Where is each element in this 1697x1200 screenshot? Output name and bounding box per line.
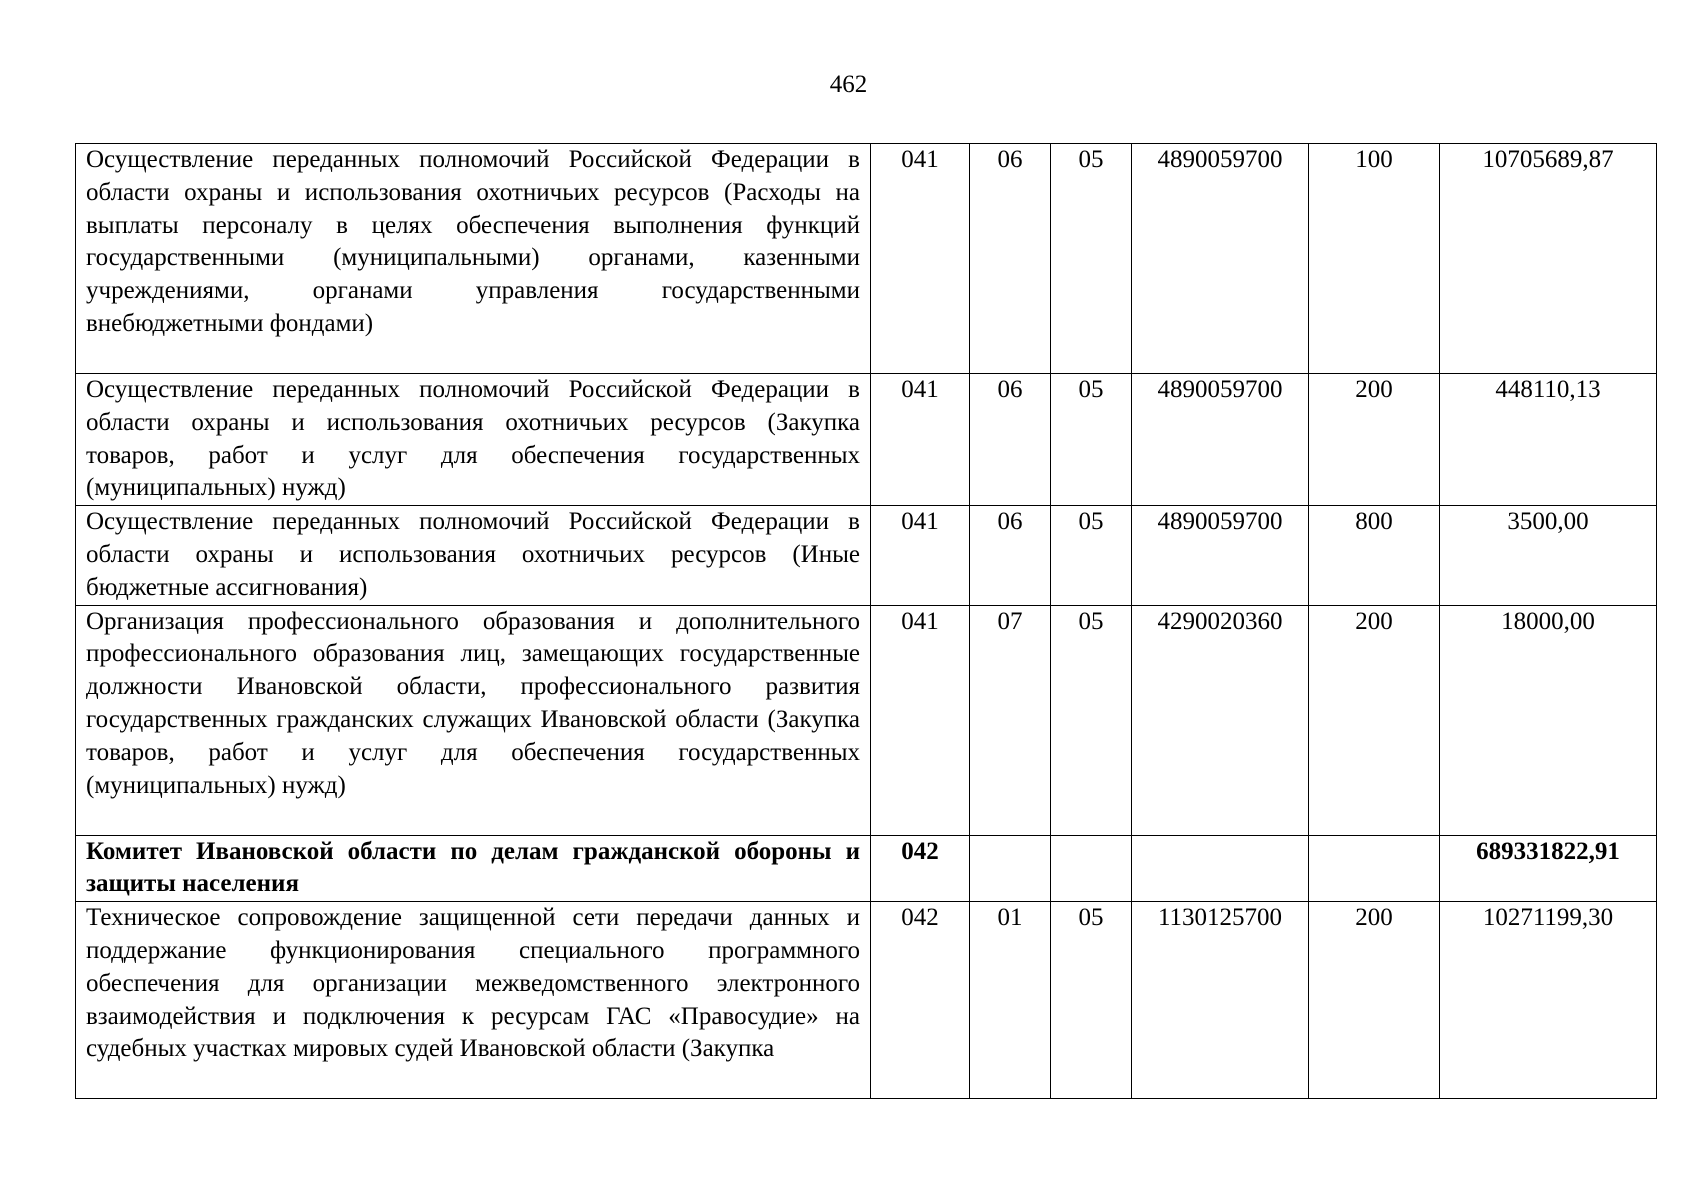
section-code [970,835,1051,902]
subsection-code [1051,835,1132,902]
expense-type-code: 200 [1309,374,1440,506]
expense-type-code: 100 [1309,144,1440,374]
ministry-code: 041 [871,144,970,374]
amount: 448110,13 [1440,374,1657,506]
expense-type-code: 200 [1309,902,1440,1099]
ministry-code: 041 [871,605,970,835]
table-row [76,144,1657,374]
subsection-code: 05 [1051,605,1132,835]
ministry-code: 041 [871,506,970,605]
expense-description: Осуществление переданных полномочий Российской Федерации в области охраны и использования охотничьих ресурсов (Расходы на выплаты персоналу в целях обеспечения выполнения функций государственными (муниципальными) органами, казенными учреждениями, органами управления государственными внебюджетными фондами) [76,144,871,374]
section-code: 07 [970,605,1051,835]
amount: 18000,00 [1440,605,1657,835]
expense-type-code: 800 [1309,506,1440,605]
section-code: 01 [970,902,1051,1099]
expense-description: Осуществление переданных полномочий Российской Федерации в области охраны и использования охотничьих ресурсов (Закупка товаров, работ и услуг для обеспечения государственных (муниципальных) нужд) [76,374,871,506]
subsection-code: 05 [1051,902,1132,1099]
amount: 10271199,30 [1440,902,1657,1099]
table-row [76,835,1657,902]
subsection-code: 05 [1051,144,1132,374]
target-article-code: 4890059700 [1132,144,1309,374]
expense-type-code [1309,835,1440,902]
ministry-code: 042 [871,835,970,902]
amount: 10705689,87 [1440,144,1657,374]
expense-description: Осуществление переданных полномочий Российской Федерации в области охраны и использования охотничьих ресурсов (Иные бюджетные ассигнования) [76,506,871,605]
target-article-code: 4890059700 [1132,506,1309,605]
section-code: 06 [970,374,1051,506]
table-row [76,506,1657,605]
amount: 689331822,91 [1440,835,1657,902]
amount: 3500,00 [1440,506,1657,605]
ministry-code: 042 [871,902,970,1099]
target-article-code: 4290020360 [1132,605,1309,835]
expense-type-code: 200 [1309,605,1440,835]
subsection-code: 05 [1051,374,1132,506]
page-number: 462 [829,71,868,98]
ministry-code: 041 [871,374,970,506]
budget-table [75,143,1657,1099]
subsection-code: 05 [1051,506,1132,605]
table-row [76,605,1657,835]
target-article-code: 4890059700 [1132,374,1309,506]
target-article-code: 1130125700 [1132,902,1309,1099]
expense-description: Организация профессионального образования и дополнительного профессионального образования лиц, замещающих государственные должности Ивановской области, профессионального развития государственных гражданских служащих Ивановской области (Закупка товаров, работ и услуг для обеспечения государственных (муниципальных) нужд) [76,605,871,835]
expense-description: Комитет Ивановской области по делам гражданской обороны и защиты населения [76,835,871,902]
section-code: 06 [970,144,1051,374]
target-article-code [1132,835,1309,902]
section-code: 06 [970,506,1051,605]
table-row [76,902,1657,1099]
table-row [76,374,1657,506]
expense-description: Техническое сопровождение защищенной сети передачи данных и поддержание функционирования специального программного обеспечения для организации межведомственного электронного взаимодействия и подключения к ресурсам ГАС «Правосудие» на судебных участках мировых судей Ивановской области (Закупка [76,902,871,1099]
